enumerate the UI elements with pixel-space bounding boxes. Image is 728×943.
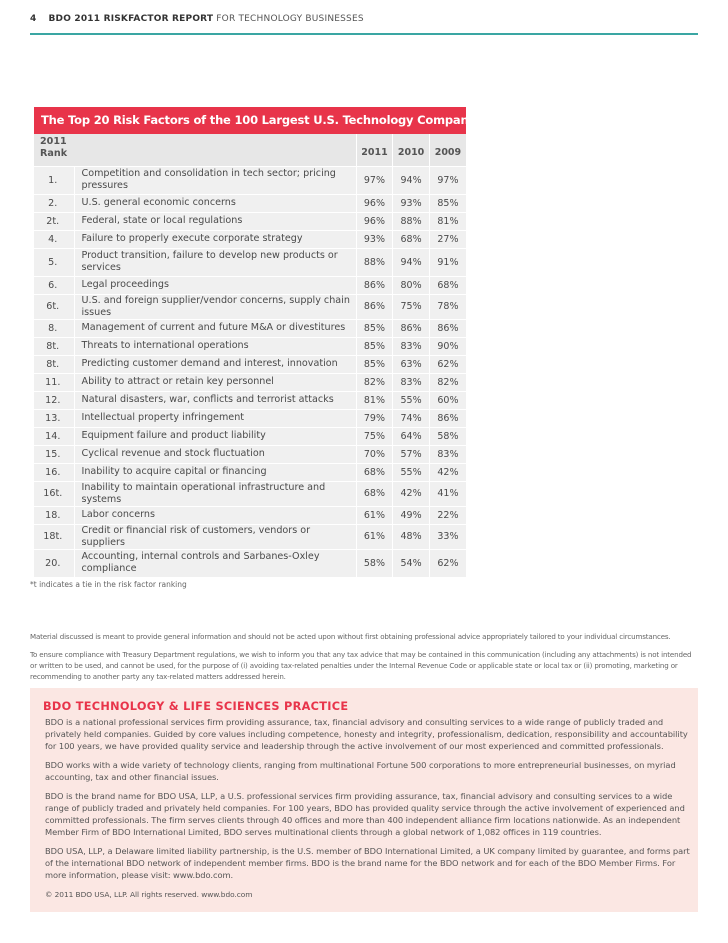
value-2011-cell: 75% (356, 427, 393, 445)
table-row (34, 337, 466, 355)
value-2009-cell: 27% (429, 230, 466, 248)
value-2009-cell: 82% (429, 373, 466, 391)
tie-footnote: *t indicates a tie in the risk factor ranking (30, 580, 187, 589)
table-title: The Top 20 Risk Factors of the 100 Largest U.S. Technology Companies (34, 107, 466, 134)
rank-cell: 5. (34, 248, 74, 276)
practice-heading: BDO TECHNOLOGY & LIFE SCIENCES PRACTICE (43, 700, 349, 713)
value-2011-cell: 68% (356, 481, 393, 506)
rank-cell: 6. (34, 276, 74, 294)
rank-cell: 11. (34, 373, 74, 391)
value-2009-cell: 97% (429, 166, 466, 194)
rank-label: Rank (40, 148, 68, 159)
table-header-row (34, 134, 466, 166)
rank-cell: 16. (34, 463, 74, 481)
factor-cell: Cyclical revenue and stock fluctuation (74, 445, 356, 463)
factor-column-header (74, 134, 356, 166)
value-2009-cell: 68% (429, 276, 466, 294)
factor-cell: Ability to attract or retain key personnel (74, 373, 356, 391)
table-row (34, 276, 466, 294)
header-rule (30, 33, 698, 35)
value-2011-cell: 97% (356, 166, 393, 194)
table-row (34, 212, 466, 230)
value-2010-cell: 86% (393, 319, 430, 337)
value-2010-cell: 94% (393, 166, 430, 194)
value-2011-cell: 96% (356, 212, 393, 230)
value-2010-cell: 74% (393, 409, 430, 427)
factor-cell: Inability to acquire capital or financing (74, 463, 356, 481)
value-2010-cell: 80% (393, 276, 430, 294)
value-2009-cell: 22% (429, 506, 466, 524)
page-header (30, 14, 364, 24)
table-row (34, 166, 466, 194)
value-2009-cell: 85% (429, 194, 466, 212)
table-row (34, 194, 466, 212)
value-2010-cell: 42% (393, 481, 430, 506)
factor-cell: Management of current and future M&A or divestitures (74, 319, 356, 337)
value-2009-cell: 62% (429, 355, 466, 373)
practice-paragraph-1: BDO is a national professional services firm providing assurance, tax, financial advisory and consulting services to a wide range of publicly traded and privately held companies. Guided by core values including competence, honesty and integrity, professionalism, dedication, responsibility and accountability for 100 years, we have provided quality service and leadership through the active involvement of our most experienced and committed professionals. (45, 717, 688, 751)
report-subtitle: FOR TECHNOLOGY BUSINESSES (216, 14, 364, 24)
rank-cell: 12. (34, 391, 74, 409)
rank-cell: 8t. (34, 355, 74, 373)
value-2011-cell: 93% (356, 230, 393, 248)
factor-cell: Predicting customer demand and interest, innovation (74, 355, 356, 373)
table-row (34, 319, 466, 337)
rank-cell: 18t. (34, 524, 74, 549)
value-2009-cell: 58% (429, 427, 466, 445)
value-2011-cell: 96% (356, 194, 393, 212)
factor-cell: Legal proceedings (74, 276, 356, 294)
practice-paragraph-4: BDO USA, LLP, a Delaware limited liability partnership, is the U.S. member of BDO International Limited, a UK company limited by guarantee, and forms part of the international BDO network of independent member firms. BDO is the brand name for the BDO network and for each of the BDO Member Firms. For more information, please visit: www.bdo.com. (45, 846, 690, 880)
value-2010-cell: 64% (393, 427, 430, 445)
practice-paragraph-3: BDO is the brand name for BDO USA, LLP, a U.S. professional services firm providing assurance, tax, financial advisory and consulting services to a wide range of publicly traded and privately held companies. For 100 years, BDO has provided quality service through the active involvement of experienced and committed professionals. The firm serves clients through 40 offices and more than 400 independent alliance firm locations nationwide. As an independent Member Firm of BDO International Limited, BDO serves multinational clients through a global network of 1,082 offices in 119 countries. (45, 791, 685, 837)
value-2009-cell: 91% (429, 248, 466, 276)
value-2010-cell: 93% (393, 194, 430, 212)
table-row (34, 373, 466, 391)
table-row (34, 391, 466, 409)
col-2011-header: 2011 (356, 134, 393, 166)
table-row (34, 427, 466, 445)
factor-cell: Intellectual property infringement (74, 409, 356, 427)
rank-cell: 13. (34, 409, 74, 427)
value-2009-cell: 78% (429, 294, 466, 319)
rank-cell: 16t. (34, 481, 74, 506)
factor-cell: Accounting, internal controls and Sarbanes-Oxley compliance (74, 549, 356, 577)
value-2011-cell: 61% (356, 506, 393, 524)
factor-cell: Product transition, failure to develop new products or services (74, 248, 356, 276)
rank-cell: 8t. (34, 337, 74, 355)
col-2009-header: 2009 (429, 134, 466, 166)
factor-cell: Inability to maintain operational infrastructure and systems (74, 481, 356, 506)
factor-cell: Credit or financial risk of customers, vendors or suppliers (74, 524, 356, 549)
practice-info-box (30, 688, 698, 912)
factor-cell: Equipment failure and product liability (74, 427, 356, 445)
factor-cell: Competition and consolidation in tech sector; pricing pressures (74, 166, 356, 194)
table-row (34, 445, 466, 463)
value-2010-cell: 49% (393, 506, 430, 524)
value-2009-cell: 83% (429, 445, 466, 463)
practice-paragraph-2: BDO works with a wide variety of technology clients, ranging from multinational Fortune 500 corporations to more entrepreneurial businesses, on myriad accounting, tax and other financial issues. (45, 760, 676, 782)
value-2009-cell: 62% (429, 549, 466, 577)
rank-column-header (34, 134, 74, 166)
value-2011-cell: 86% (356, 276, 393, 294)
value-2011-cell: 61% (356, 524, 393, 549)
page-number: 4 (30, 14, 37, 24)
value-2011-cell: 85% (356, 355, 393, 373)
rank-cell: 18. (34, 506, 74, 524)
copyright-line: © 2011 BDO USA, LLP. All rights reserved. www.bdo.com (45, 890, 253, 899)
rank-cell: 2t. (34, 212, 74, 230)
factor-cell: U.S. general economic concerns (74, 194, 356, 212)
table-row (34, 230, 466, 248)
value-2009-cell: 86% (429, 319, 466, 337)
factor-cell: Failure to properly execute corporate strategy (74, 230, 356, 248)
table-row (34, 355, 466, 373)
value-2009-cell: 41% (429, 481, 466, 506)
value-2009-cell: 86% (429, 409, 466, 427)
factor-cell: U.S. and foreign supplier/vendor concerns, supply chain issues (74, 294, 356, 319)
factor-cell: Labor concerns (74, 506, 356, 524)
value-2011-cell: 85% (356, 337, 393, 355)
value-2010-cell: 83% (393, 373, 430, 391)
value-2011-cell: 79% (356, 409, 393, 427)
disclaimer-tax: To ensure compliance with Treasury Department regulations, we wish to inform you that any tax advice that may be contained in this communication (including any attachments) is not intended or written to be used, and cannot be used, for the purpose of (i) avoiding tax-related penalties under the Internal Revenue Code or applicable state or local tax or (ii) promoting, marketing or recommending to another party any tax-related matters addressed herein. (30, 650, 692, 681)
risk-factor-table (34, 107, 487, 578)
rank-cell: 20. (34, 549, 74, 577)
value-2009-cell: 90% (429, 337, 466, 355)
rank-cell: 1. (34, 166, 74, 194)
value-2010-cell: 57% (393, 445, 430, 463)
value-2011-cell: 82% (356, 373, 393, 391)
value-2010-cell: 88% (393, 212, 430, 230)
rank-cell: 14. (34, 427, 74, 445)
value-2011-cell: 58% (356, 549, 393, 577)
risk-table (34, 134, 466, 578)
value-2010-cell: 55% (393, 463, 430, 481)
value-2010-cell: 75% (393, 294, 430, 319)
rank-cell: 6t. (34, 294, 74, 319)
rank-cell: 2. (34, 194, 74, 212)
factor-cell: Natural disasters, war, conflicts and terrorist attacks (74, 391, 356, 409)
rank-cell: 4. (34, 230, 74, 248)
col-2010-header: 2010 (393, 134, 430, 166)
table-row (34, 549, 466, 577)
value-2009-cell: 81% (429, 212, 466, 230)
value-2010-cell: 48% (393, 524, 430, 549)
report-title: BDO 2011 RISKFACTOR REPORT (48, 14, 214, 24)
table-row (34, 248, 466, 276)
value-2010-cell: 54% (393, 549, 430, 577)
value-2011-cell: 81% (356, 391, 393, 409)
value-2010-cell: 63% (393, 355, 430, 373)
table-row (34, 506, 466, 524)
rank-cell: 8. (34, 319, 74, 337)
value-2010-cell: 94% (393, 248, 430, 276)
table-row (34, 294, 466, 319)
value-2010-cell: 83% (393, 337, 430, 355)
factor-cell: Threats to international operations (74, 337, 356, 355)
value-2010-cell: 68% (393, 230, 430, 248)
value-2011-cell: 88% (356, 248, 393, 276)
factor-cell: Federal, state or local regulations (74, 212, 356, 230)
disclaimer-general: Material discussed is meant to provide general information and should not be acted upon without first obtaining professional advice appropriately tailored to your individual circumstances. (30, 632, 671, 641)
value-2009-cell: 42% (429, 463, 466, 481)
table-row (34, 524, 466, 549)
value-2010-cell: 55% (393, 391, 430, 409)
value-2011-cell: 70% (356, 445, 393, 463)
value-2011-cell: 86% (356, 294, 393, 319)
value-2009-cell: 60% (429, 391, 466, 409)
value-2009-cell: 33% (429, 524, 466, 549)
table-row (34, 409, 466, 427)
table-row (34, 481, 466, 506)
rank-cell: 15. (34, 445, 74, 463)
value-2011-cell: 68% (356, 463, 393, 481)
rank-year-label: 2011 (40, 136, 67, 147)
value-2011-cell: 85% (356, 319, 393, 337)
table-row (34, 463, 466, 481)
